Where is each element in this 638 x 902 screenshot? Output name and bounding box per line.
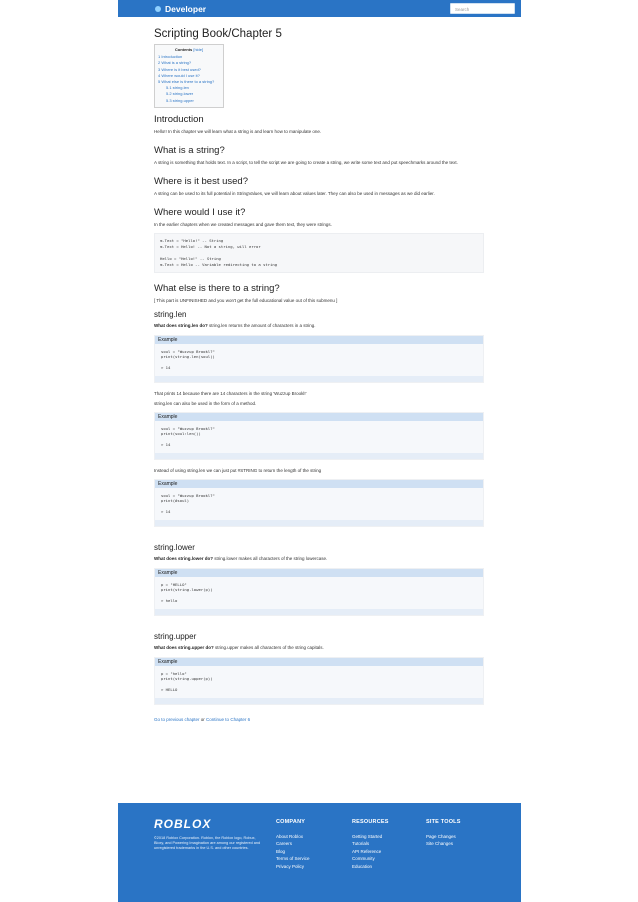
footer-link-careers[interactable]: Careers bbox=[276, 841, 293, 846]
heading-where-use: Where would I use it? bbox=[154, 206, 246, 218]
footer-link-tutorials[interactable]: Tutorials bbox=[352, 841, 370, 846]
unfinished-note: [ This part is UNFINISHED and you won't get the full educational value out of this submenu ] bbox=[154, 297, 338, 303]
toc-item-string-len[interactable]: 5.1 string.len bbox=[166, 85, 189, 91]
footer-link-about[interactable]: About Roblox bbox=[276, 833, 304, 839]
footer-link-terms[interactable]: Terms of Service bbox=[276, 856, 310, 861]
example-code: soul = "Wuzzup Brookl?" print(soul:len()) > 14 bbox=[161, 425, 215, 448]
top-navbar bbox=[118, 0, 521, 17]
where-use-text: In the earlier chapters when we created messages and gave them text, they were strings. bbox=[154, 221, 332, 227]
search-input[interactable]: Search bbox=[450, 3, 515, 14]
example-label: Example bbox=[155, 480, 483, 488]
toc-item-what-else[interactable]: 5 What else is there to a string? bbox=[158, 79, 215, 85]
heading-what-else: What else is there to a string? bbox=[154, 282, 280, 294]
page-title: Scripting Book/Chapter 5 bbox=[154, 28, 282, 40]
example-code: soul = "Wuzzup Brookl?" print(string.len(soul)) > 14 bbox=[161, 348, 215, 371]
example-box-upper bbox=[154, 657, 484, 705]
example-box-lower bbox=[154, 568, 484, 616]
toc-title: Contents bbox=[174, 47, 193, 52]
toc-item-introduction[interactable]: 1 Introduction bbox=[158, 54, 183, 60]
chapter-navigation bbox=[154, 717, 484, 723]
toc-item-what-is-a-string[interactable]: 2 What is a string? bbox=[158, 60, 192, 66]
len-method-note: string.len can also be used in the form of a method. bbox=[154, 400, 257, 406]
example-code: p = "hello" print(string.upper(p)) > HELLO bbox=[161, 670, 213, 693]
example-label: Example bbox=[155, 413, 483, 421]
what-text: A string is something that holds text. In a script, to tell the script we are going to create a string, we write some text and put speechmarks around the text. bbox=[154, 159, 458, 165]
heading-what-is-a-string: What is a string? bbox=[154, 144, 225, 156]
example-code: p = "HELLO" print(string.lower(p)) > hello bbox=[161, 581, 213, 604]
toc-item-where-best-used[interactable]: 3 Where is it best used? bbox=[158, 66, 201, 72]
main-content bbox=[154, 27, 484, 723]
footer-link-getting-started[interactable]: Getting Started bbox=[352, 833, 383, 839]
toc-hide-link[interactable]: [hide] bbox=[193, 47, 204, 52]
lower-description: string.lower makes all characters of the string lowercase. bbox=[213, 555, 328, 561]
example-box-len-3 bbox=[154, 479, 484, 527]
developer-logo-icon[interactable] bbox=[155, 6, 161, 12]
footer-resources-column bbox=[352, 819, 389, 870]
footer-resources-title: RESOURCES bbox=[352, 819, 389, 825]
footer-site-tools-title: SITE TOOLS bbox=[426, 819, 461, 825]
example-label: Example bbox=[155, 658, 483, 666]
roblox-logo[interactable]: ROBLOX bbox=[154, 817, 212, 831]
upper-question: What does string.upper do? bbox=[154, 644, 214, 650]
toc-item-where-use[interactable]: 4 Where would I use it? bbox=[158, 72, 200, 78]
heading-where-best-used: Where is it best used? bbox=[154, 175, 248, 187]
copyright-text: ©2018 Roblox Corporation. Roblox, the Roblox logo, Robux, Bloxy, and Powering Imagination are among our registered and unregistered trademarks in the U.S. and other countries. bbox=[154, 836, 261, 850]
toc-item-string-upper[interactable]: 5.3 string.upper bbox=[166, 97, 194, 103]
next-chapter-link[interactable]: Continue to Chapter 6 bbox=[206, 716, 251, 722]
footer-company-title: COMPANY bbox=[276, 819, 306, 825]
example-box-len-1 bbox=[154, 335, 484, 383]
footer-link-privacy[interactable]: Privacy Policy bbox=[276, 863, 305, 869]
heading-string-lower: string.lower bbox=[154, 542, 195, 552]
footer-link-community[interactable]: Community bbox=[352, 856, 375, 861]
table-of-contents bbox=[154, 44, 224, 108]
footer-link-blog[interactable]: Blog bbox=[276, 848, 286, 854]
example-box-len-2 bbox=[154, 412, 484, 460]
where-best-text: A string can be used to its full potential in StringValues, we will learn about values later. They can also be used in messages as we did earlier. bbox=[154, 190, 435, 196]
footer-link-education[interactable]: Education bbox=[352, 863, 373, 869]
toc-item-string-lower[interactable]: 5.2 string.lower bbox=[166, 91, 194, 97]
brand-title[interactable]: Developer bbox=[165, 3, 207, 14]
example-label: Example bbox=[155, 569, 483, 577]
footer-site-tools-column bbox=[426, 819, 461, 848]
footer-company-column bbox=[276, 819, 310, 870]
upper-description: string.upper makes all characters of the string capitals. bbox=[213, 644, 324, 650]
previous-chapter-link[interactable]: Go to previous chapter bbox=[154, 716, 200, 722]
heading-string-len: string.len bbox=[154, 309, 187, 319]
site-footer bbox=[118, 803, 521, 902]
example-code: soul = "Wuzzup Brookl?" print(#soul) > 14 bbox=[161, 492, 215, 515]
len-question: What does string.len do? bbox=[154, 322, 208, 328]
heading-introduction: Introduction bbox=[154, 113, 204, 125]
intro-text: Hello!! In this chapter we will learn what a string is and learn how to manipulate one. bbox=[154, 128, 322, 134]
len-description: string.len returns the amount of characters in a string. bbox=[207, 322, 316, 328]
code-block-messages: m.Text = "Hello!" -- String m.Text = Hello! -- Not a string, will error Hello = "Hello!" -- String m.Text = Hello -- Variable redirecting to a string bbox=[154, 233, 484, 273]
nav-or: or bbox=[199, 716, 207, 722]
len-explanation: That prints 14 because there are 14 characters in the string 'Wuzzup Brookl!' bbox=[154, 390, 307, 396]
footer-link-site-changes[interactable]: Site Changes bbox=[426, 841, 454, 846]
footer-link-api-reference[interactable]: API Reference bbox=[352, 848, 382, 854]
example-label: Example bbox=[155, 336, 483, 344]
lower-question: What does string.lower do? bbox=[154, 555, 214, 561]
len-hash-note: Instead of using string.len we can just put #STRING to return the length of the string bbox=[154, 467, 322, 473]
heading-string-upper: string.upper bbox=[154, 631, 197, 641]
footer-link-page-changes[interactable]: Page Changes bbox=[426, 833, 456, 839]
